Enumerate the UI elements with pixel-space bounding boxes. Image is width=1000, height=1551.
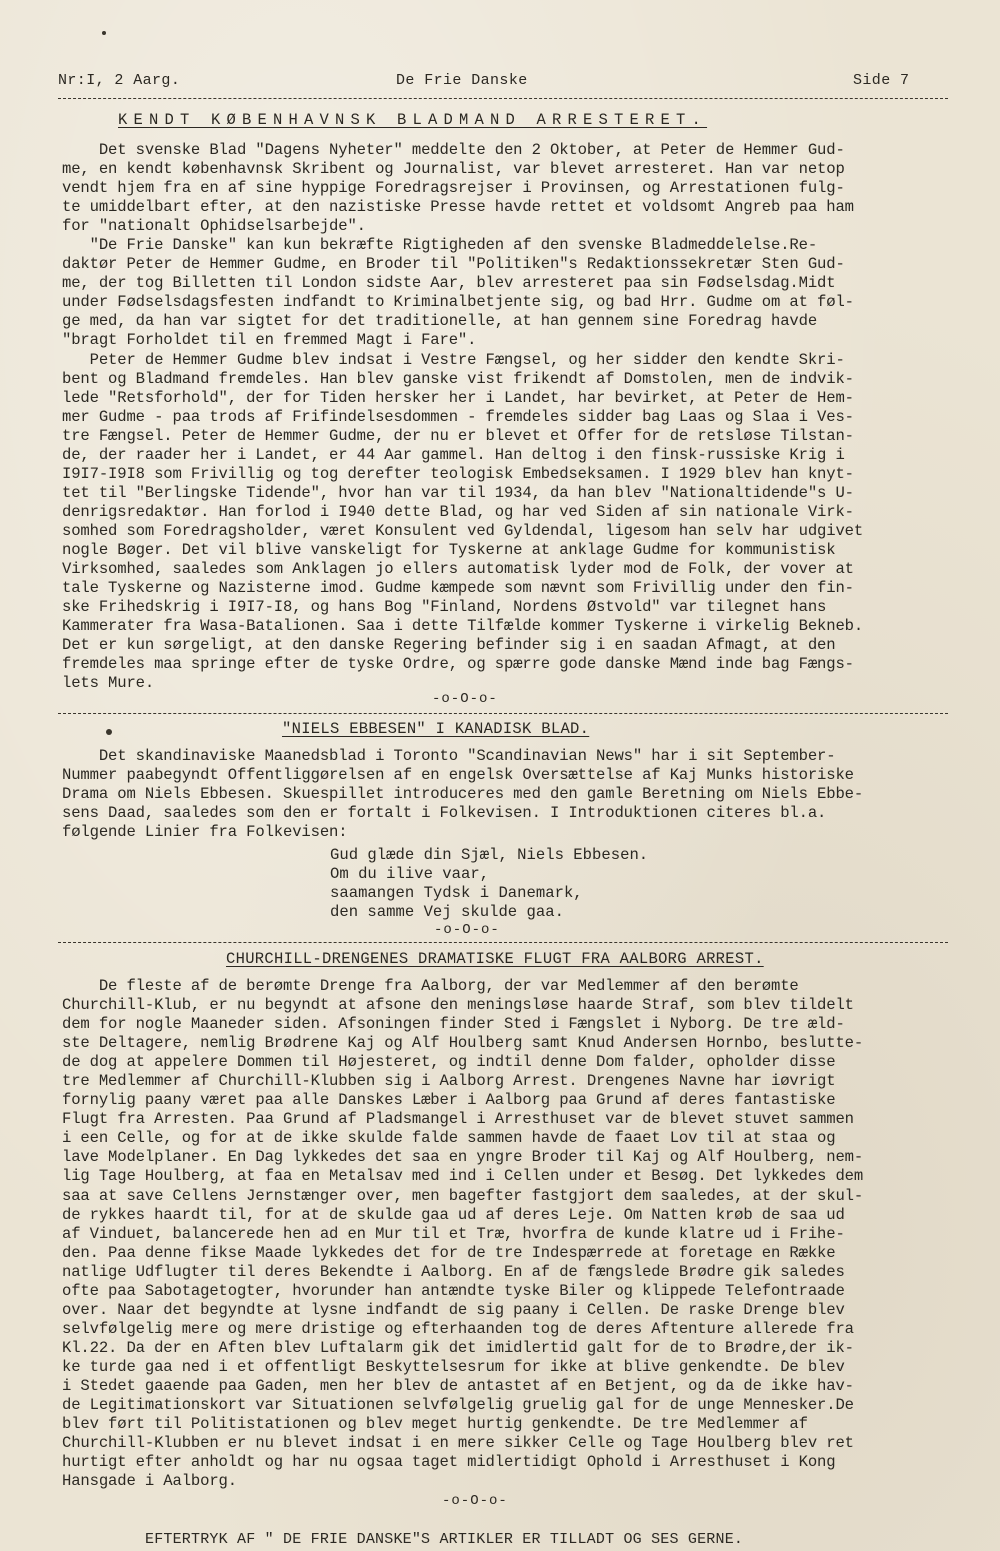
text-line: te umiddelbart efter, at den nazistiske Presse havde rettet et voldsomt Angreb paa ham [62,198,854,217]
text-line: ke turde gaa ned i et offentligt Beskyttelsesrum for ikke at blive genkendte. De blev [62,1357,845,1376]
section-rule [58,713,948,714]
text-line: tre Medlemmer af Churchill-Klubben sig i Aalborg Arrest. Drengenes Navne har iøvrigt [62,1072,836,1091]
text-line: "bragt Forholdet til en fremmed Magt i Fare". [62,331,477,350]
text-line: Churchill-Klub, er nu begyndt at afsone den meningsløse haarde Straf, som blev tildelt [62,996,854,1015]
text-line: Det skandinaviske Maanedsblad i Toronto "Scandinavian News" har i sit September- [62,747,836,765]
issue-number: Nr:I, 2 Aarg. [58,72,181,89]
text-line: tet til "Berlingske Tidende", hvor han var til 1934, da han blev "Nationaltidende"s U- [62,483,854,502]
text-line: blev ført til Politistationen og blev meget hurtig genkendte. De tre Medlemmer af [62,1415,808,1434]
text-line: sens Daad, saaledes som den er fortalt i Folkevisen. I Introduktionen citeres bl.a. [62,804,827,823]
section-separator: -o-O-o- [432,691,498,707]
text-line: dem for nogle Maaneder siden. Afsoningen finder Sted i Fængslet i Nyborg. De tre æld- [62,1015,845,1034]
text-line: Virksomhed, saaledes som Anklagen jo ellers automatisk lyder mod de Folk, der vover at [62,560,854,579]
text-line: under Fødselsdagsfesten indfandt to Kriminalbetjente sig, og bad Hrr. Gudme om at føl- [62,293,854,312]
article-body-churchill-club [62,977,952,1491]
text-line: de rykkes haardt til, for at de skulde gaa ud af deres Leje. Om Natten krøb de saa ud [62,1205,845,1224]
text-line: i een Celle, og for at de ikke skulde falde sammen havde de faaet Lov til at staa og [62,1129,836,1148]
text-line: me, en kendt københavnsk Skribent og Journalist, var blevet arresteret. Han var netop [62,160,845,179]
text-line: natlige Udflugter til deres Bekendte i Aalborg. En af de fængslede Brødre gik saledes [62,1262,845,1281]
text-line: Peter de Hemmer Gudme blev indsat i Vestre Fængsel, og her sidder den kendte Skri- [62,350,845,369]
verse-line: den samme Vej skulde gaa. [330,903,564,922]
folk-song-verse [330,846,648,922]
text-line: De fleste af de berømte Drenge fra Aalborg, der var Medlemmer af den berømte [62,977,799,995]
text-line: Churchill-Klubben er nu blevet indsat i en mere sikker Celle og Tage Houlberg blev ret [62,1434,854,1453]
article-body-niels-ebbesen [62,747,952,842]
verse-line: Om du ilive vaar, [330,865,490,884]
article-title-niels-ebbesen: "NIELS EBBESEN" I KANADISK BLAD. [282,720,590,738]
text-line: selvfølgelig mere og mere dristige og efterhaanden tog de deres Aftenture allerede fra [62,1319,854,1338]
text-line: bent og Bladmand fremdeles. Han blev ganske vist frikendt af Domstolen, men de indvik- [62,369,854,388]
text-line: tre Fængsel. Peter de Hemmer Gudme, der nu er blevet et Offer for de retsløse Tilstan- [62,426,854,445]
text-line: ste Deltagere, nemlig Brødrene Kaj og Alf Houlberg samt Knud Andersen Hornbo, beslutte- [62,1034,864,1053]
page-header [58,72,948,96]
text-line: de dog at appelere Dommen til Højesteret, og indtil denne Dom falder, opholder disse [62,1053,836,1072]
text-line: lig Tage Houlberg, at faa en Metalsav med ind i Cellen under et Besøg. Det lykkedes dem [62,1167,864,1186]
text-line: ofte paa Sabotagetogter, hvorunder han antændte tyske Biler og klippede Telefontraade [62,1281,845,1300]
verse-line: Gud glæde din Sjæl, Niels Ebbesen. [330,846,649,864]
text-line: ge med, da han var sigtet for det traditionelle, at han gennem sine Foredrag havde [62,312,818,331]
text-line: Det er kun sørgeligt, at den danske Regering befinder sig i en saadan Afmagt, at den [62,636,836,655]
article-body-gudme [62,141,952,693]
text-line: over. Naar det begyndte at lysne indfandt de sig paany i Cellen. De raske Drenge blev [62,1300,845,1319]
header-rule [58,98,948,99]
verse-line: saamangen Tydsk i Danemark, [330,884,583,903]
section-rule [58,942,948,943]
page-number: Side 7 [853,72,910,89]
section-separator: -o-O-o- [442,1493,508,1509]
text-line: følgende Linier fra Folkevisen: [62,823,348,842]
ink-dot [102,31,106,35]
text-line: Det svenske Blad "Dagens Nyheter" meddelte den 2 Oktober, at Peter de Hemmer Gud- [62,141,845,159]
text-line: for "nationalt Ophidselsarbejde". [62,217,366,236]
text-line: fornylig paany været paa alle Danskes Læber i Aalborg paa Grund af deres fantastiske [62,1091,836,1110]
text-line: den. Paa denne fikse Maade lykkedes det for de tre Indespærrede at foretage en Række [62,1243,836,1262]
text-line: Kl.22. Da der en Aften blev Luftalarm gik det imidlertid galt for de to Brødre,der ik- [62,1338,854,1357]
text-line: mer Gudme - paa trods af Frifindelsesdommen - fremdeles sidder bag Laas og Slaa i Ves- [62,407,854,426]
article-title-gudme: KENDT KØBENHAVNSK BLADMAND ARRESTERET. [118,111,708,129]
article-title-churchill-club: CHURCHILL-DRENGENES DRAMATISKE FLUGT FRA AALBORG ARREST. [226,950,764,968]
text-line: me, der tog Billetten til London sidste Aar, blev arresteret paa sin Fødselsdag.Midt [62,274,836,293]
text-line: de Legitimationskort var Situationen selvfølgelig gruelig gal for de unge Mennesker.De [62,1396,854,1415]
text-line: tale Tyskerne og Nazisterne imod. Gudme kæmpede som nævnt som Frivillig under den fin- [62,579,854,598]
text-line: Kammerater fra Wasa-Batalionen. Saa i dette Tilfælde kommer Tyskerne i virkelig Bekneb. [62,617,864,636]
text-line: Flugt fra Arresten. Paa Grund af Pladsmangel i Arresthuset var de blevet stuvet sammen [62,1110,854,1129]
text-line: vendt hjem fra en af sine hyppige Foredragsrejser i Provinsen, og Arrestationen fulg- [62,179,845,198]
text-line: Nummer paabegyndt Offentliggørelsen af en engelsk Oversættelse af Kaj Munks historiske [62,766,854,785]
text-line: i Stedet gaaende paa Gaden, men her blev de antastet af en Betjent, og da de ikke hav- [62,1376,854,1395]
text-line: af Vinduet, balancerede hen ad en Mur til et Træ, hvorfra de kunde klatre ud i Frihe- [62,1224,845,1243]
text-line: "De Frie Danske" kan kun bekræfte Rigtigheden af den svenske Bladmeddelelse.Re- [62,236,818,255]
text-line: lets Mure. [62,674,155,693]
text-line: nogle Bøger. Det vil blive vanskeligt for Tyskerne at anklage Gudme for kommunistisk [62,540,836,559]
section-separator: -o-O-o- [434,922,500,938]
text-line: I9I7-I9I8 som Frivillig og tog derefter teologisk Embedseksamen. I 1929 blev han knyt- [62,464,854,483]
reprint-notice: EFTERTRYK AF " DE FRIE DANSKE"S ARTIKLER ER TILLADT OG SES GERNE. [145,1531,744,1548]
text-line: fremdeles maa springe efter de tyske Ordre, og spærre gode danske Mænd inde bag Fængs- [62,655,854,674]
text-line: denrigsredaktør. Han forlod i I940 dette Blad, og har ved Siden af sin nationale Virk- [62,502,854,521]
ink-dot [106,729,112,735]
text-line: hurtigt efter anholdt og har nu ogsaa taget midlertidigt Ophold i Arresthuset i Kong [62,1453,836,1472]
text-line: lave Modelplaner. En Dag lykkedes det saa en yngre Broder til Kaj og Alf Houlberg, nem- [62,1148,864,1167]
text-line: saa at save Cellens Jernstænger over, men bagefter fastgjort dem saaledes, at der skul- [62,1186,864,1205]
text-line: Hansgade i Aalborg. [62,1472,237,1491]
publication-name: De Frie Danske [396,72,528,89]
text-line: Drama om Niels Ebbesen. Skuespillet introduceres med den gamle Beretning om Niels Ebbe- [62,785,864,804]
text-line: somhed som Foredragsholder, været Konsulent ved Gyldendal, ligesom han selv har udgivet [62,521,864,540]
text-line: de, der raader her i Landet, er 44 Aar gammel. Han deltog i den finsk-russiske Krig i [62,445,845,464]
text-line: ske Frihedskrig i I9I7-I8, og hans Bog "Finland, Nordens Østvold" var tilegnet hans [62,598,827,617]
text-line: lede "Retsforhold", der for Tiden hersker her i Landet, har bevirket, at Peter de Hem- [62,388,854,407]
text-line: daktør Peter de Hemmer Gudme, en Broder til "Politiken"s Redaktionssekretær Sten Gud- [62,255,845,274]
